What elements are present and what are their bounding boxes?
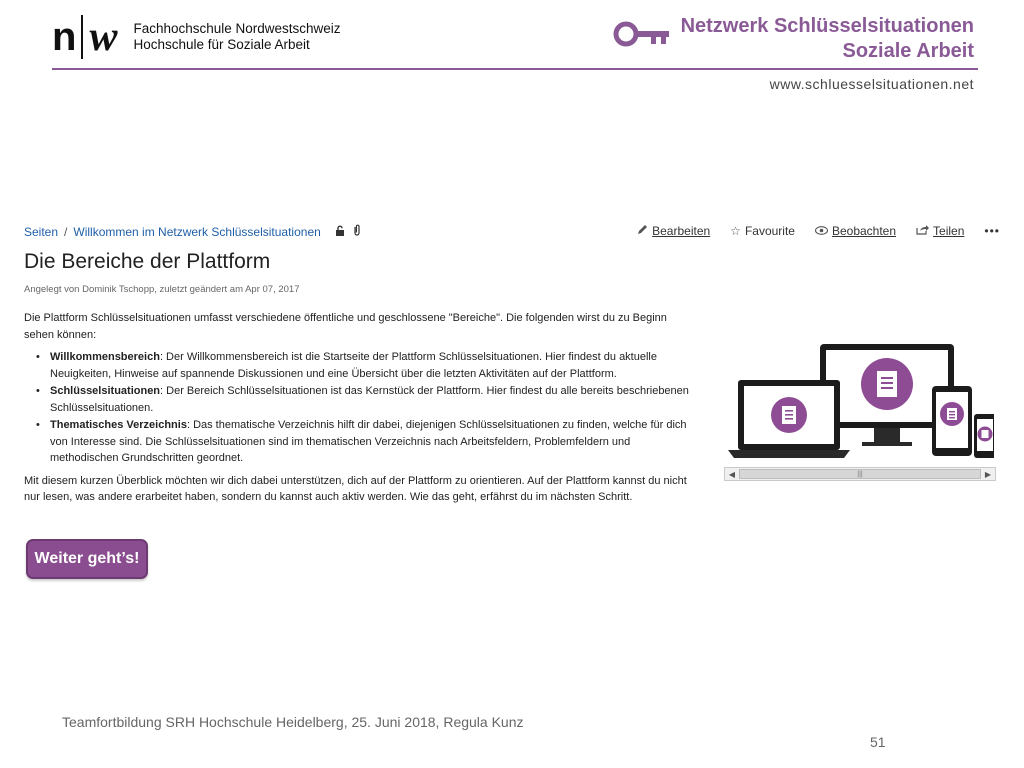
intro-paragraph: Die Plattform Schlüsselsituationen umfasst verschiedene öffentliche und geschlossene "Bereiche". Die folgenden wirst du zu Beginn sehen können: xyxy=(24,312,667,341)
watch-button[interactable] xyxy=(815,224,896,238)
favourite-button[interactable] xyxy=(730,224,795,238)
share-icon xyxy=(916,224,929,238)
network-title-line-2: Soziale Arbeit xyxy=(842,40,974,62)
list-item xyxy=(36,383,696,416)
list-item xyxy=(36,417,696,467)
platform-screenshot xyxy=(18,212,1018,512)
more-button[interactable]: ••• xyxy=(984,224,1000,238)
fhnw-logo xyxy=(52,14,341,60)
breadcrumb-willkommen[interactable]: Willkommen im Netzwerk Schlüsselsituationen xyxy=(73,224,321,239)
scroll-thumb[interactable]: ||| xyxy=(739,469,981,479)
network-title-line-1: Netzwerk Schlüsselsituationen xyxy=(680,15,974,37)
list-term: Willkommensbereich xyxy=(50,351,160,363)
scroll-right-icon[interactable]: ▶ xyxy=(984,469,992,479)
share-label: Teilen xyxy=(933,224,965,238)
list-desc: : Der Willkommensbereich ist die Startseite der Plattform Schlüsselsituationen. Hier findest du aktuelle Neuigkeiten, Hinweise auf spannende Diskussionen und eine Übersicht über die letzten Aktivitäten auf der Plattform. xyxy=(50,351,657,380)
outro-paragraph: Mit diesem kurzen Überblick möchten wir dich dabei unterstützen, dich auf der Plattform zu orientieren. Auf der Plattform kannst du nicht nur lesen, was andere erarbeitet haben, sondern du kannst auch aktiv werden. Wie das geht, erfährst du im nächsten Schritt. xyxy=(24,474,687,503)
list-desc: : Der Bereich Schlüsselsituationen ist das Kernstück der Plattform. Hier findest du alle bereits beschriebenen Schlüsselsituationen. xyxy=(50,385,689,414)
attachment-icon[interactable] xyxy=(353,224,361,239)
breadcrumb xyxy=(24,224,361,239)
devices-illustration xyxy=(724,342,994,482)
list-desc: : Das thematische Verzeichnis hilft dir dabei, diejenigen Schlüsselsituationen zu finden, welche für dich von Interesse sind. Die Schlüsselsituationen sind im thematischen Verzeichnis nach Arbeitsfeldern, Problemfeldern und methodischen Grundschritten geordnet. xyxy=(50,419,687,464)
share-button[interactable] xyxy=(916,224,964,238)
page-byline: Angelegt von Dominik Tschopp, zuletzt geändert am Apr 07, 2017 xyxy=(24,284,300,295)
page-title: Die Bereiche der Plattform xyxy=(24,250,271,273)
school-line-2: Hochschule für Soziale Arbeit xyxy=(133,37,310,52)
lock-icon[interactable] xyxy=(335,225,345,239)
breadcrumb-separator: / xyxy=(64,224,68,239)
area-list xyxy=(36,349,696,467)
edit-label: Bearbeiten xyxy=(652,224,711,238)
continue-button[interactable]: Weiter geht’s! xyxy=(26,539,148,579)
list-item xyxy=(36,349,696,382)
school-name xyxy=(133,21,340,53)
header-divider xyxy=(52,68,978,70)
eye-icon xyxy=(815,224,828,238)
school-line-1: Fachhochschule Nordwestschweiz xyxy=(133,21,341,36)
watch-label: Beobachten xyxy=(831,224,897,238)
scroll-left-icon[interactable]: ◀ xyxy=(728,469,736,479)
logo-n: n xyxy=(52,15,76,59)
key-icon xyxy=(613,16,671,52)
page-toolbar xyxy=(24,224,1018,240)
network-logo xyxy=(613,14,974,64)
fhnw-mark xyxy=(52,14,117,60)
page-actions xyxy=(637,224,1000,238)
network-title xyxy=(681,14,974,64)
list-term: Schlüsselsituationen xyxy=(50,385,161,397)
slide-footer: Teamfortbildung SRH Hochschule Heidelberg, 25. Juni 2018, Regula Kunz xyxy=(62,714,524,730)
breadcrumb-seiten[interactable]: Seiten xyxy=(24,224,59,239)
favourite-label: Favourite xyxy=(744,224,795,238)
pencil-icon xyxy=(637,224,648,238)
edit-button[interactable] xyxy=(637,224,710,238)
page-number: 51 xyxy=(870,734,886,750)
network-url: www.schluesselsituationen.net xyxy=(769,76,974,92)
image-scrollbar[interactable] xyxy=(724,467,996,481)
logo-divider xyxy=(81,15,83,59)
star-icon: ☆ xyxy=(730,224,741,238)
page-body xyxy=(24,310,696,512)
logo-w: w xyxy=(89,14,118,60)
list-term: Thematisches Verzeichnis xyxy=(50,419,187,431)
